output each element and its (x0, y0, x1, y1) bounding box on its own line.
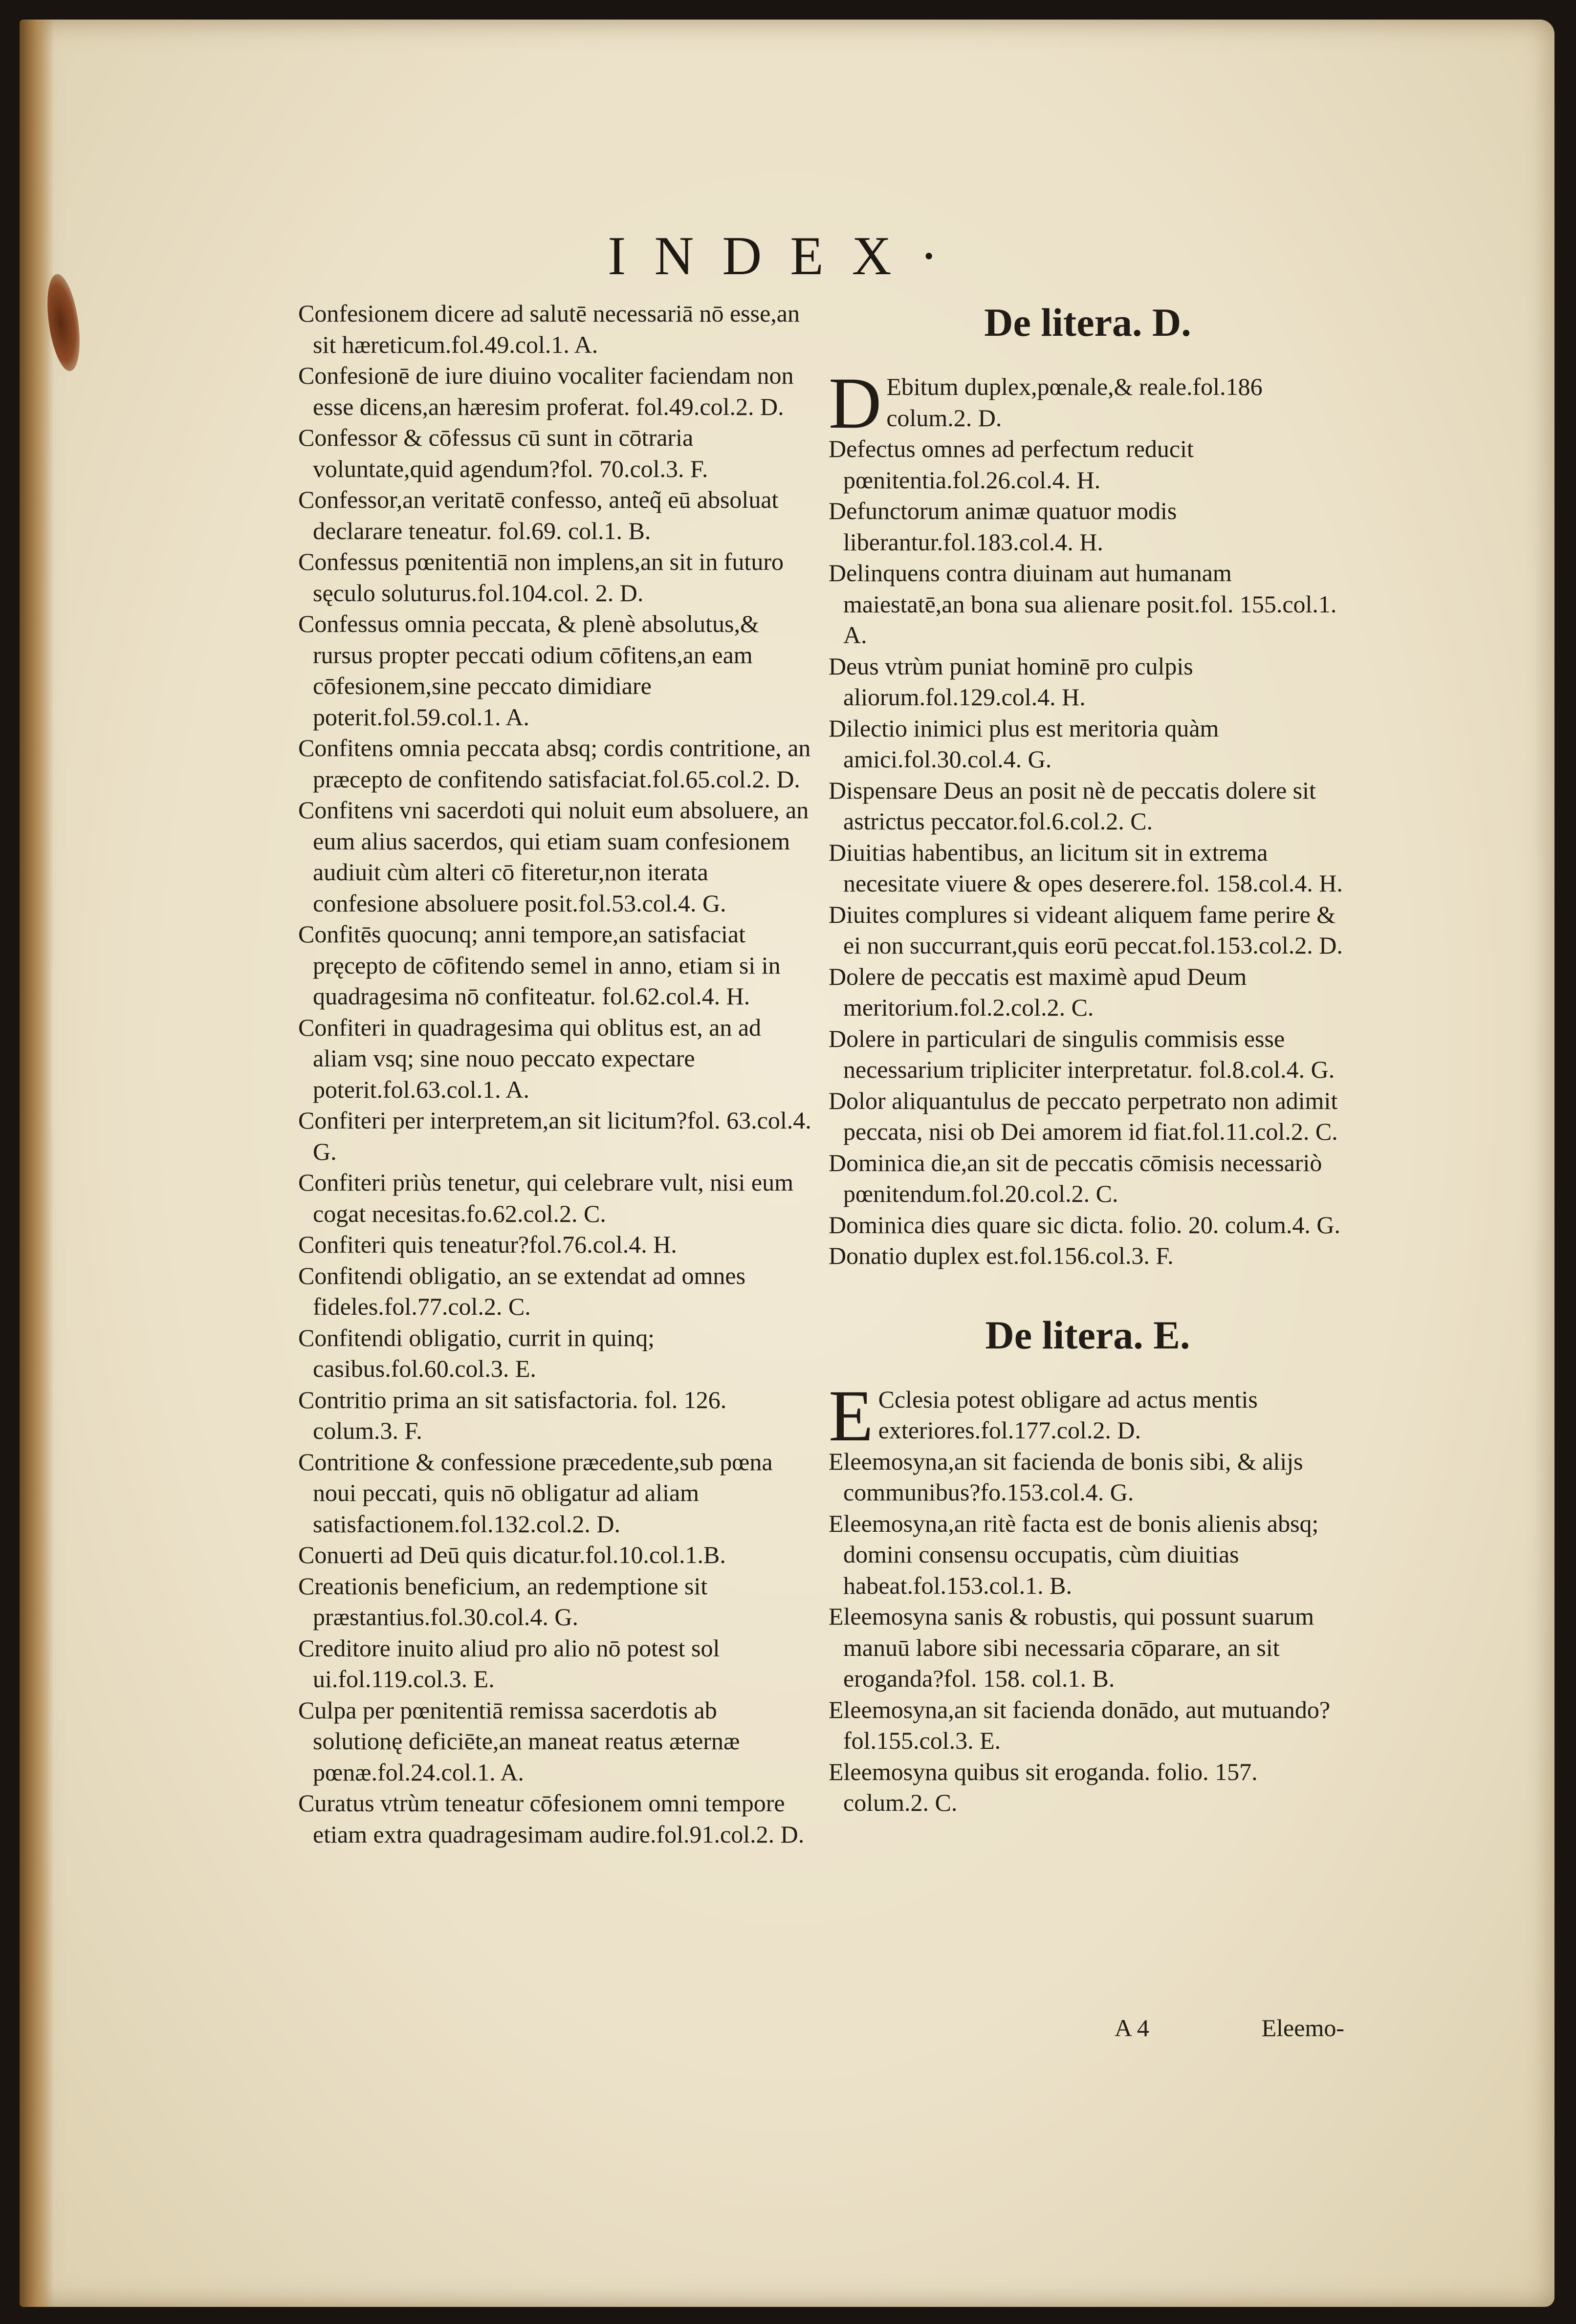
index-entry: Confiteri quis teneatur?fol.76.col.4. H. (298, 1231, 677, 1258)
index-entry: Contritione & confessione præcedente,sub pœna noui peccati, quis nō obligatur ad aliam satisfactionem.fol.132.col.2. D. (298, 1448, 773, 1538)
index-entry: Dominica dies quare sic dicta. folio. 20. colum.4. G. (829, 1211, 1340, 1238)
drop-cap-d: D (829, 363, 882, 444)
index-entry: Confessor & cōfessus cū sunt in cōtraria voluntate,quid agendum?fol. 70.col.3. F. (298, 424, 708, 482)
index-entry: Contritio prima an sit satisfactoria. fol. 126. colum.3. F. (298, 1386, 727, 1444)
left-column (298, 298, 811, 1850)
section-heading-d: De litera. D. (984, 300, 1191, 345)
index-entry: Eleemosyna,an ritè facta est de bonis alienis absq; domini consensu occupatis, cùm diuitias habeat.fol.153.col.1. B. (829, 1509, 1319, 1599)
index-entry: Dolor aliquantulus de peccato perpetrato non adimit peccata, nisi ob Dei amorem id fiat.fol.11.col.2. C. (829, 1086, 1338, 1145)
index-entry: Culpa per pœnitentiā remissa sacerdotis ab solutionę deficiēte,an maneat reatus æternæ pœnæ.fol.24.col.1. A. (298, 1696, 740, 1786)
index-entry: Eleemosyna,an sit facienda de bonis sibi, & alijs communibus?fo.153.col.4. G. (829, 1447, 1303, 1506)
page-footer (1115, 2014, 1344, 2042)
index-entry: Confitendi obligatio, an se extendat ad omnes fideles.fol.77.col.2. C. (298, 1261, 746, 1320)
index-entry: Donatio duplex est.fol.156.col.3. F. (829, 1242, 1174, 1269)
index-entry: Dominica die,an sit de peccatis cōmisis necessariò pœnitendum.fol.20.col.2. C. (829, 1149, 1322, 1207)
index-entry-first-d (829, 363, 1347, 444)
index-entry: Confitendi obligatio, currit in quinq; casibus.fol.60.col.3. E. (298, 1324, 655, 1382)
section-heading-e: De litera. E. (985, 1312, 1190, 1357)
index-entry: Confessus pœnitentiā non implens,an sit in futuro sęculo soluturus.fol.104.col. 2. D. (298, 548, 784, 607)
index-entry: Confesionē de iure diuino vocaliter faciendam non esse dicens,an hæresim proferat. fol.49.col.2. D. (298, 362, 794, 420)
index-entry: Conuerti ad Deū quis dicatur.fol.10.col.1.B. (298, 1541, 726, 1568)
index-entry: Defunctorum animæ quatuor modis liberantur.fol.183.col.4. H. (829, 497, 1177, 556)
catchword: Eleemo- (1261, 2014, 1344, 2042)
index-entry: Confitens vni sacerdoti qui noluit eum absoluere, an eum alius sacerdos, qui etiam suam confesionem audiuit cùm alteri cō fiteretur,non iterata confesione absoluere posit.fol.53.col.4. G. (298, 796, 809, 917)
index-entry: Confitēs quocunq; anni tempore,an satisfaciat pręcepto de cōfitendo semel in anno, etiam si in quadragesima nō confiteatur. fol.62.col.4. H. (298, 920, 781, 1010)
index-entry: Diuites complures si videant aliquem fame perire & ei non succurrant,quis eorū peccat.fol.153.col.2. D. (829, 900, 1343, 959)
index-entry: Confessor,an veritatē confesso, anteq̃ eū absoluat declarare teneatur. fol.69. col.1. B. (298, 486, 779, 544)
page-title: INDEX· (608, 226, 966, 286)
signature-mark: A 4 (1115, 2014, 1149, 2042)
index-entry-first-e (829, 1375, 1347, 1456)
index-entry: Eleemosyna,an sit facienda donādo, aut mutuando?fol.155.col.3. E. (829, 1695, 1331, 1754)
index-entry: Confiteri per interpretem,an sit licitum?fol. 63.col.4. G. (298, 1107, 811, 1165)
book-spine (20, 20, 54, 2307)
index-entry: Delinquens contra diuinam aut humanam maiestatē,an bona sua alienare posit.fol. 155.col.1. A. (829, 559, 1337, 649)
index-entry: Dolere de peccatis est maximè apud Deum meritorium.fol.2.col.2. C. (829, 962, 1247, 1021)
index-entry: Dilectio inimici plus est meritoria quàm amici.fol.30.col.4. G. (829, 714, 1219, 773)
index-entry: Defectus omnes ad perfectum reducit pœnitentia.fol.26.col.4. H. (829, 435, 1194, 494)
index-entry: Creditore inuito aliud pro alio nō potest sol ui.fol.119.col.3. E. (298, 1634, 720, 1693)
index-entry: Confessus omnia peccata, & plenè absolutus,& rursus propter peccati odium cōfitens,an eam cōfesionem,sine peccato dimidiare poterit.fol.59.col.1. A. (298, 610, 759, 731)
book-page (20, 20, 1554, 2307)
index-entry: Deus vtrùm puniat hominē pro culpis aliorum.fol.129.col.4. H. (829, 652, 1193, 711)
index-entry: Dispensare Deus an posit nè de peccatis dolere sit astrictus peccator.fol.6.col.2. C. (829, 776, 1316, 835)
index-entry: Curatus vtrùm teneatur cōfesionem omni tempore etiam extra quadragesimam audire.fol.91.col.2. D. (298, 1789, 805, 1848)
index-entry: Confitens omnia peccata absq; cordis contritione, an præcepto de confitendo satisfaciat.fol.65.col.2. D. (298, 734, 811, 793)
index-entry: Confiteri priùs tenetur, qui celebrare vult, nisi eum cogat necesitas.fo.62.col.2. C. (298, 1169, 793, 1227)
entry-text: Ebitum duplex,pœnale,& reale.fol.186 colum.2. D. (886, 373, 1263, 432)
index-entry: Confesionem dicere ad salutē necessariā nō esse,an sit hæreticum.fol.49.col.1. A. (298, 300, 800, 358)
index-entry: Confiteri in quadragesima qui oblitus est, an ad aliam vsq; sine nouo peccato expectare poterit.fol.63.col.1. A. (298, 1013, 762, 1103)
drop-cap-e: E (829, 1375, 874, 1456)
index-entry: Dolere in particulari de singulis commisis esse necessarium tripliciter interpretatur. fol.8.col.4. G. (829, 1024, 1335, 1083)
index-entry: Eleemosyna quibus sit eroganda. folio. 157. colum.2. C. (829, 1758, 1258, 1816)
entry-text: Cclesia potest obligare ad actus mentis exteriores.fol.177.col.2. D. (878, 1385, 1258, 1444)
index-entry: Eleemosyna sanis & robustis, qui possunt suarum manuū labore sibi necessaria cōparare, an sit eroganda?fol. 158. col.1. B. (829, 1603, 1314, 1692)
index-entry: Diuitias habentibus, an licitum sit in extrema necesitate viuere & opes deserere.fol. 158.col.4. H. (829, 838, 1343, 897)
right-column (829, 293, 1347, 1819)
index-entry: Creationis beneficium, an redemptione sit præstantius.fol.30.col.4. G. (298, 1572, 708, 1630)
